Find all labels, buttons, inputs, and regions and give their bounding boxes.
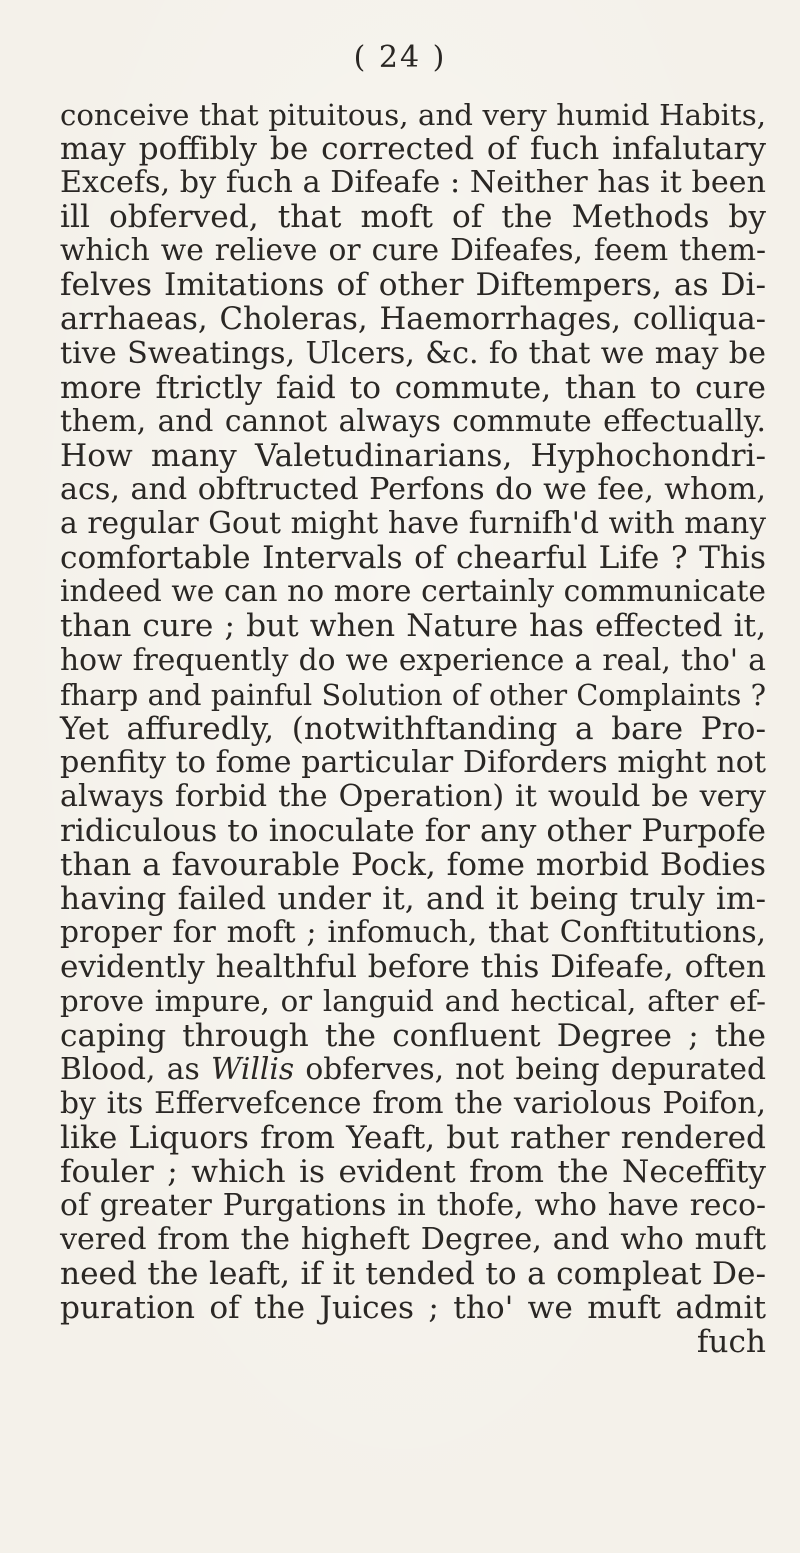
text-line: Yet affuredly, (notwithftanding a bare Pro- — [60, 710, 766, 747]
text-line: proper for moft ; infomuch, that Conftitutions, — [60, 915, 766, 951]
text-line: like Liquors from Yeaft, but rather rendered — [60, 1119, 766, 1156]
text-line: of greater Purgations in thofe, who have reco- — [60, 1188, 766, 1223]
catchword: fuch — [696, 1324, 766, 1361]
text-line: than cure ; but when Nature has effected it, — [60, 608, 766, 645]
text-line: tive Sweatings, Ulcers, &c. fo that we may be — [60, 335, 766, 371]
text-line: Blood, as Willis obferves, not being depurated — [60, 1051, 766, 1087]
cited-author: Willis — [210, 1051, 295, 1087]
text-line: having failed under it, and it being truly im- — [60, 881, 766, 918]
text-line: caping through the confluent Degree ; the — [60, 1017, 766, 1054]
text-line: a regular Gout might have furnifh'd with many — [60, 506, 766, 542]
text-line: How many Valetudinarians, Hyphochondri- — [60, 437, 766, 474]
text-line: need the leaft, if it tended to a compleat De- — [60, 1256, 766, 1293]
text-line: fouler ; which is evident from the Neceffity — [60, 1153, 766, 1190]
text-line: fharp and painful Solution of other Complaints ? — [60, 677, 766, 712]
text-line: conceive that pituitous, and very humid Habits, — [60, 98, 766, 132]
text-line: puration of the Juices ; tho' we muft admit — [60, 1290, 766, 1327]
text-line: more ftrictly faid to commute, than to cure — [60, 369, 766, 406]
text-line: vered from the higheft Degree, and who muft — [60, 1222, 766, 1258]
text-line: ill obferved, that moft of the Methods by — [60, 199, 766, 236]
page-number: ( 24 ) — [353, 40, 447, 75]
text-line: them, and cannot always commute effectually. — [60, 403, 766, 439]
body-text — [60, 98, 766, 1359]
text-line: by its Effervefcence from the variolous Poifon, — [60, 1085, 766, 1121]
text-line: may poffibly be corrected of fuch infalutary — [60, 131, 766, 168]
text-line: Excefs, by fuch a Difeafe : Neither has it been — [60, 165, 766, 201]
text-line: indeed we can no more certainly communicate — [60, 574, 766, 610]
text-line: always forbid the Operation) it would be very — [60, 778, 766, 814]
text-line: comfortable Intervals of chearful Life ? This — [60, 540, 766, 577]
text-line: arrhaeas, Choleras, Haemorrhages, colliqua- — [60, 301, 766, 337]
text-line: prove impure, or languid and hectical, after ef- — [60, 984, 766, 1019]
text-line: acs, and obftructed Perfons do we fee, whom, — [60, 472, 766, 508]
text-line: how frequently do we experience a real, tho' a — [60, 642, 766, 678]
text-line: felves Imitations of other Diftempers, as Di- — [60, 267, 766, 304]
text-line: evidently healthful before this Difeafe, often — [60, 949, 766, 986]
text-line: ridiculous to inoculate for any other Purpofe — [60, 812, 766, 849]
text-line: penfity to fome particular Diforders might not — [60, 744, 766, 780]
text-line: which we relieve or cure Difeafes, feem them- — [60, 233, 766, 269]
text-line: than a favourable Pock, fome morbid Bodies — [60, 847, 766, 884]
